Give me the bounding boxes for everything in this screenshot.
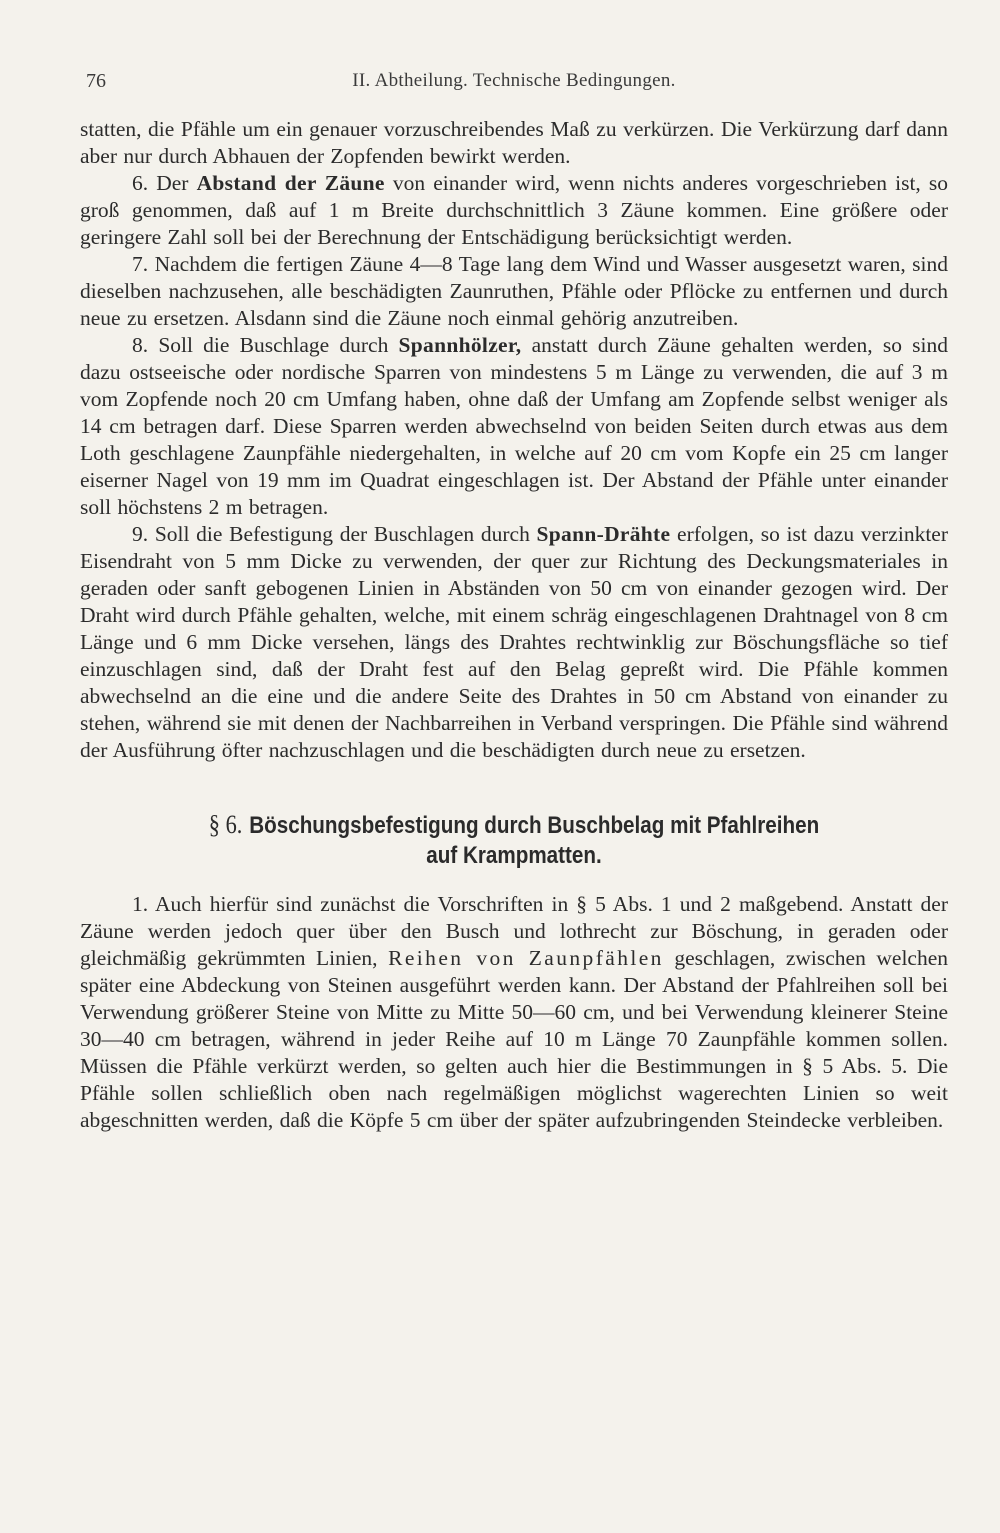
section-title-line-1 — [141, 810, 887, 841]
paragraph-text: geschlagen, zwischen welchen später eine Abdeckung von Steinen ausgeführt werden kann. Der Abstand der Pfahlreihen soll bei Verwendung größerer Steine von Mitte zu Mitte 50—60 cm, und bei Verwendung kleinerer Steine 30—40 cm betragen, während in jeder Reihe auf 10 m Länge 70 Zaunpfähle kommen sollen. Müssen die Pfähle verkürzt werden, so gelten auch hier die Bestimmungen in § 5 Abs. 5. Die Pfähle sollen schließlich oben nach regelmäßigen möglichst wagerechten Linien so weit abgeschnitten werden, daß die Köpfe 5 cm über der später aufzubringenden Steindecke verbleiben. — [80, 946, 949, 1132]
paragraph-text: 6. Der — [132, 171, 197, 195]
paragraph-text: anstatt durch Zäune gehalten werden, so sind dazu ostseeische oder nordische Sparren von mindestens 5 m Länge zu verwenden, die auf 3 m vom Zopfende noch 20 cm Umfang haben, ohne daß der Umfang am Zopfende selbst weniger als 14 cm betragen darf. Diese Sparren werden abwechselnd von beiden Seiten durch etwas aus dem Loth geschlagene Zaunpfähle niedergehalten, in welche auf 20 cm vom Kopfe ein 25 cm langer eiserner Nagel von 19 mm im Quadrat eingeschlagen ist. Der Abstand der Pfähle unter einander soll höchstens 2 m betragen. — [80, 333, 948, 519]
section-sign: § 6. — [208, 810, 243, 839]
paragraph-8 — [80, 332, 948, 521]
paragraph-9 — [80, 521, 948, 764]
section-paragraph-1 — [80, 891, 948, 1134]
emphasis-term: Spann-Drähte — [536, 522, 671, 546]
paragraph-7 — [80, 251, 948, 332]
spaced-emphasis: Reihen von Zaunpfählen — [388, 946, 664, 970]
paragraph-6 — [80, 170, 948, 251]
emphasis-term: Spannhölzer, — [398, 333, 522, 357]
page-body — [80, 116, 948, 1134]
paragraph-text: von einander wird, wenn nichts anderes vorgeschrieben ist, so groß genommen, daß auf 1 m Breite durchschnittlich 3 Zäune kommen. Eine größere oder geringere Zahl soll bei der Berechnung der Entschädigung berücksichtigt werden. — [80, 171, 949, 249]
running-head: II. Abtheilung. Technische Bedingungen. — [352, 70, 676, 91]
paragraph-text: 1. Auch hierfür sind zunächst die Vorschriften in § 5 Abs. 1 und 2 maßgebend. Anstatt der Zäune werden jedoch quer über den Busch und lothrecht zur Böschung, in geraden oder gleichmäßig gekrümmten Linien, — [80, 892, 948, 970]
page-number: 76 — [86, 70, 106, 92]
page-header — [80, 58, 948, 94]
paragraph-text: 8. Soll die Buschlage durch — [132, 333, 399, 357]
paragraph-text: 7. Nachdem die fertigen Zäune 4—8 Tage lang dem Wind und Wasser ausgesetzt waren, sind dieselben nachzusehen, alle beschädigten Zaunruthen, Pfähle oder Pflöcke zu entfernen und durch neue zu ersetzen. Alsdann sind die Zäune noch einmal gehörig anzutreiben. — [80, 252, 948, 330]
section-title-line-2: auf Krampmatten. — [426, 842, 602, 869]
paragraph-text: erfolgen, so ist dazu verzinkter Eisendraht von 5 mm Dicke zu verwenden, der quer zur Richtung des Deckungsmateriales in geraden oder sanft gebogenen Linien in Abständen von 50 cm von einander gezogen wird. Der Draht wird durch Pfähle gehalten, welche, mit einem schräg eingeschlagenen Drahtnagel von 8 cm Länge und 6 mm Dicke versehen, längs des Drahtes rechtwinklig zur Böschungsfläche so tief einzuschlagen sind, daß der Draht fest auf den Belag gepreßt wird. Die Pfähle kommen abwechselnd an die eine und die andere Seite des Drahtes in 50 cm Abstand von einander zu stehen, während sie mit denen der Nachbarreihen in Verband verspringen. Die Pfähle sind während der Ausführung öfter nachzuschlagen und die beschädigten durch neue zu ersetzen. — [80, 522, 948, 762]
paragraph-continuation — [80, 116, 948, 170]
section-heading — [141, 810, 887, 871]
paragraph-text: statten, die Pfähle um ein genauer vorzuschreibendes Maß zu verkürzen. Die Verkürzung darf dann aber nur durch Abhauen der Zopfenden bewirkt werden. — [80, 117, 948, 168]
section-title-text: Böschungsbefestigung durch Buschbelag mit Pfahlreihen — [249, 812, 820, 839]
emphasis-term: Abstand der Zäune — [196, 171, 385, 195]
paragraph-text: 9. Soll die Befestigung der Buschlagen durch — [132, 522, 537, 546]
